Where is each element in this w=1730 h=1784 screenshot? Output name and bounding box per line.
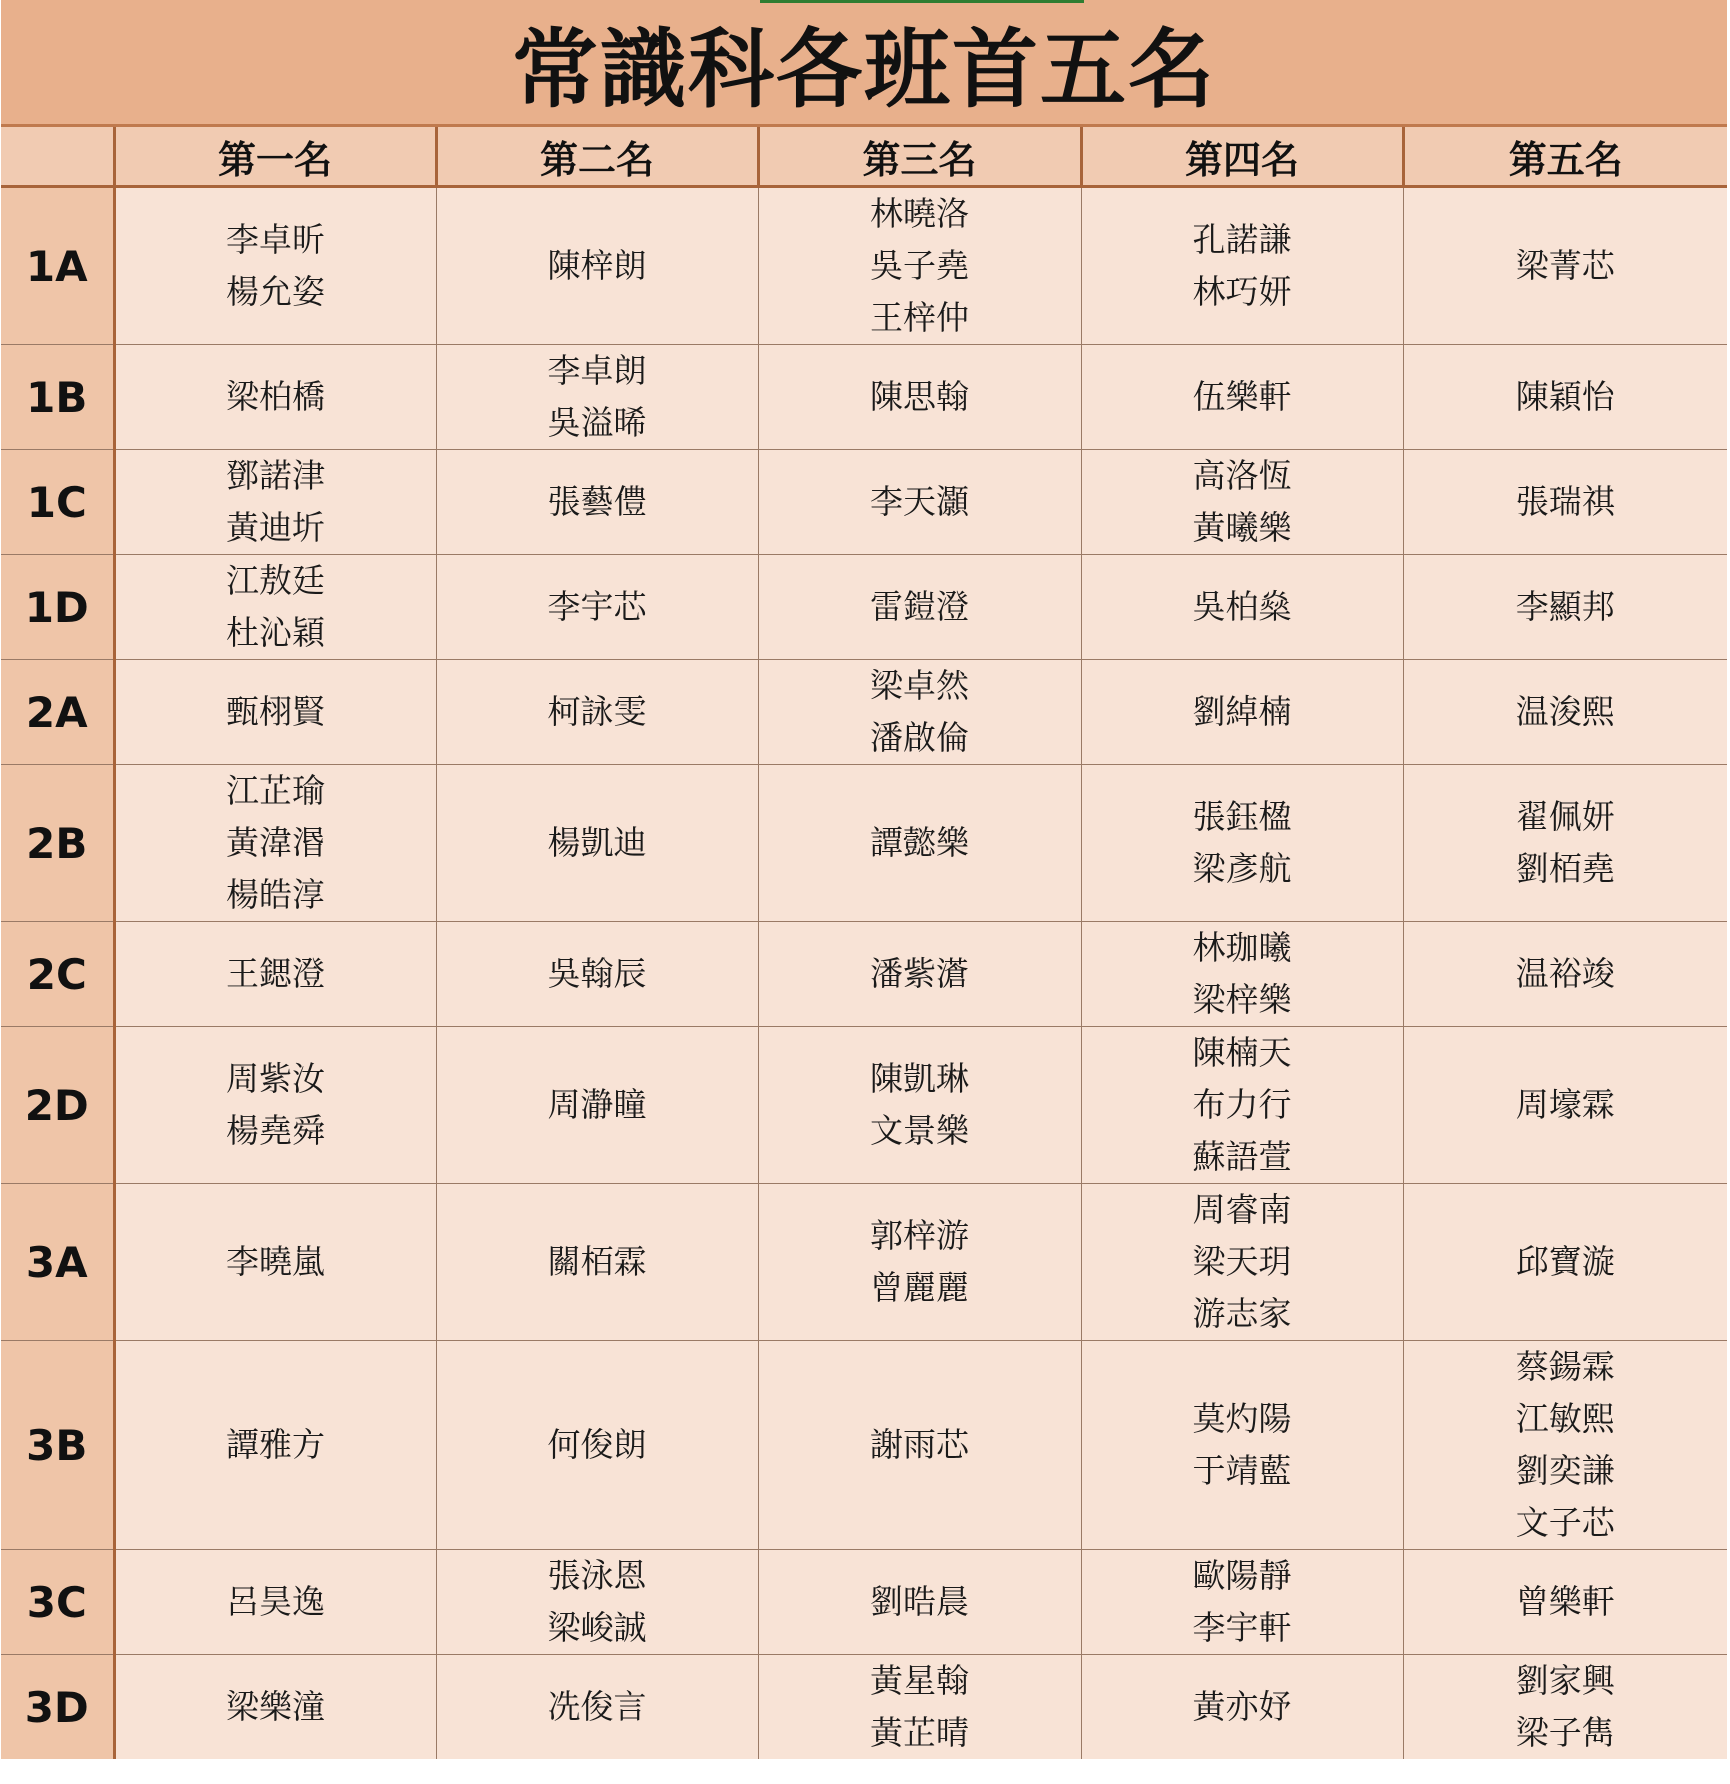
rank-4-cell xyxy=(1081,922,1403,1027)
table-row xyxy=(1,1341,1727,1550)
rank-5-cell xyxy=(1403,1341,1727,1550)
student-name: 周紫汝 xyxy=(226,1059,325,1098)
table-body xyxy=(1,187,1727,1760)
rank-5-cell xyxy=(1403,765,1727,922)
column-header-row xyxy=(1,126,1727,187)
rank-1-cell xyxy=(114,1184,436,1341)
header-rank-5: 第五名 xyxy=(1403,126,1727,187)
table-row xyxy=(1,555,1727,660)
student-name: 歐陽靜 xyxy=(1192,1556,1292,1595)
rank-2-cell xyxy=(436,765,758,922)
rank-4-cell xyxy=(1081,450,1403,555)
student-name: 李宇芯 xyxy=(547,587,647,626)
student-name: 吳溢晞 xyxy=(547,403,647,442)
student-name: 鄧諾津 xyxy=(226,456,325,495)
rank-2-cell xyxy=(436,1550,758,1655)
student-name: 蘇語萱 xyxy=(1192,1137,1292,1176)
student-name: 翟佩妍 xyxy=(1515,797,1615,836)
student-name: 林珈曦 xyxy=(1192,928,1292,967)
header-corner xyxy=(1,126,114,187)
class-label: 3D xyxy=(1,1655,114,1760)
student-name: 伍樂軒 xyxy=(1192,377,1292,416)
rank-5-cell xyxy=(1403,1027,1727,1184)
rank-2-cell xyxy=(436,922,758,1027)
rank-3-cell xyxy=(758,187,1081,345)
student-name: 黃亦妤 xyxy=(1192,1687,1292,1726)
student-name: 黃芷晴 xyxy=(870,1713,969,1752)
student-name: 温浚熙 xyxy=(1515,692,1615,731)
student-name: 楊堯舜 xyxy=(226,1111,325,1150)
rank-4-cell xyxy=(1081,1341,1403,1550)
rank-3-cell xyxy=(758,922,1081,1027)
student-name: 梁峻誠 xyxy=(547,1608,647,1647)
student-name: 梁柏橋 xyxy=(226,377,325,416)
student-name: 梁菁芯 xyxy=(1515,246,1615,285)
class-label: 1A xyxy=(1,187,114,345)
rank-1-cell xyxy=(114,660,436,765)
student-name: 譚雅方 xyxy=(226,1425,325,1464)
student-name: 楊允姿 xyxy=(226,272,325,311)
rank-1-cell xyxy=(114,765,436,922)
rank-3-cell xyxy=(758,1655,1081,1760)
student-name: 吳柏燊 xyxy=(1192,587,1292,626)
rank-2-cell xyxy=(436,1655,758,1760)
rank-2-cell xyxy=(436,345,758,450)
selection-indicator xyxy=(760,0,1084,3)
rank-4-cell xyxy=(1081,1184,1403,1341)
rank-3-cell xyxy=(758,555,1081,660)
student-name: 謝雨芯 xyxy=(870,1425,969,1464)
class-label: 3B xyxy=(1,1341,114,1550)
student-name: 李顯邦 xyxy=(1515,587,1615,626)
student-name: 李宇軒 xyxy=(1192,1608,1292,1647)
rank-5-cell xyxy=(1403,1550,1727,1655)
class-label: 1C xyxy=(1,450,114,555)
student-name: 關栢霖 xyxy=(547,1242,647,1281)
rank-5-cell xyxy=(1403,1655,1727,1760)
student-name: 何俊朗 xyxy=(547,1425,647,1464)
table-row xyxy=(1,345,1727,450)
student-name: 黃湋湣 xyxy=(226,823,325,862)
student-name: 杜沁穎 xyxy=(226,613,325,652)
student-name: 吳子堯 xyxy=(870,246,969,285)
rank-5-cell xyxy=(1403,345,1727,450)
rank-4-cell xyxy=(1081,660,1403,765)
rank-3-cell xyxy=(758,450,1081,555)
rank-1-cell xyxy=(114,1341,436,1550)
student-name: 黃星翰 xyxy=(870,1661,969,1700)
student-name: 陳梓朗 xyxy=(547,246,647,285)
student-name: 王鍶澄 xyxy=(226,954,325,993)
table-row xyxy=(1,660,1727,765)
student-name: 陳穎怡 xyxy=(1515,377,1615,416)
rank-3-cell xyxy=(758,345,1081,450)
student-name: 于靖藍 xyxy=(1192,1451,1292,1490)
rank-2-cell xyxy=(436,1341,758,1550)
student-name: 呂昊逸 xyxy=(226,1582,325,1621)
student-name: 邱寶漩 xyxy=(1515,1242,1615,1281)
student-name: 蔡鍚霖 xyxy=(1515,1347,1615,1386)
class-label: 3A xyxy=(1,1184,114,1341)
rank-2-cell xyxy=(436,660,758,765)
student-name: 劉栢堯 xyxy=(1515,849,1615,888)
student-name: 曾麗麗 xyxy=(870,1268,969,1307)
student-name: 李曉嵐 xyxy=(226,1242,325,1281)
rank-1-cell xyxy=(114,450,436,555)
rank-4-cell xyxy=(1081,345,1403,450)
student-name: 柯詠雯 xyxy=(547,692,647,731)
student-name: 温裕竣 xyxy=(1515,954,1615,993)
rank-2-cell xyxy=(436,555,758,660)
student-name: 潘紫濸 xyxy=(870,954,969,993)
rank-1-cell xyxy=(114,1655,436,1760)
rank-2-cell xyxy=(436,187,758,345)
header-rank-3: 第三名 xyxy=(758,126,1081,187)
rank-3-cell xyxy=(758,1341,1081,1550)
class-label: 1B xyxy=(1,345,114,450)
student-name: 李卓昕 xyxy=(226,220,325,259)
student-name: 張瑞祺 xyxy=(1515,482,1615,521)
student-name: 江敖廷 xyxy=(226,561,325,600)
rank-2-cell xyxy=(436,1027,758,1184)
student-name: 文景樂 xyxy=(870,1111,969,1150)
student-name: 潘啟倫 xyxy=(870,718,969,757)
student-name: 游志家 xyxy=(1192,1294,1292,1333)
student-name: 梁彥航 xyxy=(1192,849,1292,888)
student-name: 黃迪圻 xyxy=(226,508,325,547)
rank-4-cell xyxy=(1081,1550,1403,1655)
rank-5-cell xyxy=(1403,922,1727,1027)
student-name: 張鈺楹 xyxy=(1192,797,1292,836)
student-name: 梁天玥 xyxy=(1192,1242,1292,1281)
rank-5-cell xyxy=(1403,1184,1727,1341)
student-name: 劉奕謙 xyxy=(1515,1451,1615,1490)
student-name: 楊皓淳 xyxy=(226,875,325,914)
rank-5-cell xyxy=(1403,555,1727,660)
table-row xyxy=(1,1655,1727,1760)
student-name: 林巧妍 xyxy=(1192,272,1292,311)
rank-4-cell xyxy=(1081,555,1403,660)
page-title: 常識科各班首五名 xyxy=(1,0,1727,126)
student-name: 黃曦樂 xyxy=(1192,508,1292,547)
student-name: 梁子雋 xyxy=(1515,1713,1615,1752)
table-row xyxy=(1,187,1727,345)
student-name: 劉綽楠 xyxy=(1192,692,1292,731)
header-rank-4: 第四名 xyxy=(1081,126,1403,187)
student-name: 江芷瑜 xyxy=(226,771,325,810)
rank-3-cell xyxy=(758,1184,1081,1341)
rank-1-cell xyxy=(114,922,436,1027)
header-rank-1: 第一名 xyxy=(114,126,436,187)
rank-2-cell xyxy=(436,450,758,555)
table-row xyxy=(1,1184,1727,1341)
student-name: 王梓仲 xyxy=(870,298,969,337)
rank-3-cell xyxy=(758,765,1081,922)
rank-1-cell xyxy=(114,345,436,450)
student-name: 甄栩賢 xyxy=(226,692,325,731)
student-name: 雷鎧澄 xyxy=(870,587,969,626)
rank-1-cell xyxy=(114,1027,436,1184)
rank-1-cell xyxy=(114,1550,436,1655)
table-row xyxy=(1,450,1727,555)
rank-4-cell xyxy=(1081,1655,1403,1760)
rank-5-cell xyxy=(1403,450,1727,555)
rank-4-cell xyxy=(1081,1027,1403,1184)
table-row xyxy=(1,765,1727,922)
rank-5-cell xyxy=(1403,187,1727,345)
student-name: 林曉洛 xyxy=(870,194,969,233)
class-label: 2C xyxy=(1,922,114,1027)
rank-3-cell xyxy=(758,660,1081,765)
student-name: 文子芯 xyxy=(1515,1503,1615,1542)
class-label: 1D xyxy=(1,555,114,660)
table-row xyxy=(1,1027,1727,1184)
student-name: 陳楠天 xyxy=(1192,1033,1292,1072)
header-rank-2: 第二名 xyxy=(436,126,758,187)
student-name: 吳翰辰 xyxy=(547,954,647,993)
student-name: 江敏熙 xyxy=(1515,1399,1615,1438)
table-row xyxy=(1,922,1727,1027)
student-name: 周睿南 xyxy=(1192,1190,1292,1229)
student-name: 陳思翰 xyxy=(870,377,969,416)
class-label: 2B xyxy=(1,765,114,922)
student-name: 李天灝 xyxy=(870,482,969,521)
student-name: 周壕霖 xyxy=(1515,1085,1615,1124)
student-name: 劉晧晨 xyxy=(870,1582,969,1621)
rank-3-cell xyxy=(758,1550,1081,1655)
student-name: 張藝僼 xyxy=(547,482,647,521)
student-name: 高洛恆 xyxy=(1192,456,1292,495)
rank-4-cell xyxy=(1081,187,1403,345)
student-name: 梁樂潼 xyxy=(226,1687,325,1726)
rank-1-cell xyxy=(114,555,436,660)
student-name: 曾樂軒 xyxy=(1515,1582,1615,1621)
student-name: 陳凱琳 xyxy=(870,1059,969,1098)
rank-5-cell xyxy=(1403,660,1727,765)
class-label: 2A xyxy=(1,660,114,765)
student-name: 郭梓游 xyxy=(870,1216,969,1255)
rank-2-cell xyxy=(436,1184,758,1341)
class-label: 3C xyxy=(1,1550,114,1655)
student-name: 張泳恩 xyxy=(547,1556,647,1595)
student-name: 李卓朗 xyxy=(547,351,647,390)
student-name: 莫灼陽 xyxy=(1192,1399,1292,1438)
ranking-table xyxy=(1,0,1727,1759)
class-label: 2D xyxy=(1,1027,114,1184)
rank-3-cell xyxy=(758,1027,1081,1184)
student-name: 周瀞瞳 xyxy=(547,1085,647,1124)
rank-4-cell xyxy=(1081,765,1403,922)
student-name: 冼俊言 xyxy=(547,1687,647,1726)
student-name: 劉家興 xyxy=(1515,1661,1615,1700)
student-name: 梁梓樂 xyxy=(1192,980,1292,1019)
student-name: 譚懿樂 xyxy=(870,823,969,862)
student-name: 梁卓然 xyxy=(870,666,969,705)
student-name: 楊凱迪 xyxy=(547,823,647,862)
student-name: 孔諾謙 xyxy=(1192,220,1292,259)
table-row xyxy=(1,1550,1727,1655)
student-name: 布力行 xyxy=(1192,1085,1292,1124)
rank-1-cell xyxy=(114,187,436,345)
